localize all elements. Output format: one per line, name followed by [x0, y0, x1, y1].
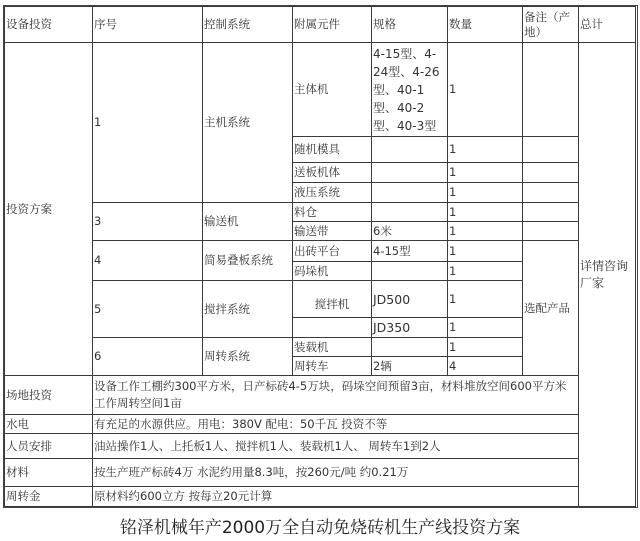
water-power-value: 有充足的水源供应。用电：380V 配电：50千瓦 投资不等 [92, 414, 579, 434]
qty-mixer-jd500: 1 [447, 280, 523, 318]
header-serial-no: 序号 [92, 6, 203, 43]
group-5-system: 搅拌系统 [202, 280, 293, 338]
spec-mixer-jd500: JD500 [371, 280, 448, 318]
remark-optional-products: 选配产品 [522, 240, 579, 376]
header-remark: 备注（产地） [522, 6, 579, 43]
part-mixer-2 [292, 317, 372, 338]
qty-loader: 1 [447, 337, 523, 357]
qty-pallet-feeder: 1 [447, 162, 523, 183]
part-stacker: 码垛机 [292, 261, 372, 281]
spec-conveyor-belt: 6米 [371, 221, 448, 241]
spec-stacker [371, 261, 448, 281]
materials-value: 按生产班产标砖4万 水泥约用量8.3吨，按260元/吨 约0.21万 [92, 458, 579, 487]
group-5-no: 5 [92, 280, 203, 338]
part-mixer: 搅拌机 [292, 280, 372, 318]
spec-brick-platform: 4-15型 [371, 240, 448, 262]
spec-loader [371, 337, 448, 357]
part-pallet-feeder: 送板机体 [292, 162, 372, 183]
part-hopper: 料仓 [292, 202, 372, 222]
remark-random-mold [522, 136, 579, 163]
spec-transfer-cart: 2辆 [371, 356, 448, 376]
investment-plan-label: 投资方案 [4, 42, 93, 376]
spec-main-machine: 4-15型、4-24型、4-26型、40-1型、40-2型、40-3型 [371, 42, 448, 137]
group-6-system: 周转系统 [202, 337, 293, 376]
group-6-no: 6 [92, 337, 203, 376]
spec-random-mold [371, 136, 448, 163]
remark-hopper [522, 202, 579, 222]
group-4-system: 简易叠板系统 [202, 240, 293, 281]
header-spec: 规格 [371, 6, 448, 43]
remark-pallet-feeder [522, 162, 579, 183]
group-1-system: 主机系统 [202, 42, 293, 203]
materials-label: 材料 [4, 458, 93, 487]
qty-mixer-jd350: 1 [447, 317, 523, 338]
group-1-no: 1 [92, 42, 203, 203]
remark-main-machine [522, 42, 579, 137]
group-4-no: 4 [92, 240, 203, 281]
spec-hopper [371, 202, 448, 222]
spec-pallet-feeder [371, 162, 448, 183]
group-3-system: 输送机 [202, 202, 293, 241]
remark-hydraulic-system [522, 182, 579, 203]
site-investment-value: 设备工作工棚约300平方米，日产标砖4-5万块，码垛空间预留3亩，材料堆放空间600平方米工作周转空间1亩 [92, 375, 579, 415]
document-caption: 铭泽机械年产2000万全自动免烧砖机生产线投资方案 [119, 518, 521, 538]
qty-hydraulic-system: 1 [447, 182, 523, 203]
staffing-value: 油站操作1人、上托板1人、搅拌机1人、装载机1人、 周转车1到2人 [92, 433, 579, 459]
part-conveyor-belt: 输送带 [292, 221, 372, 241]
qty-random-mold: 1 [447, 136, 523, 163]
part-transfer-cart: 周转车 [292, 356, 372, 376]
remark-conveyor-belt [522, 221, 579, 241]
part-loader: 装载机 [292, 337, 372, 357]
part-main-machine: 主体机 [292, 42, 372, 137]
group-3-no: 3 [92, 202, 203, 241]
qty-brick-platform: 1 [447, 240, 523, 262]
spec-hydraulic-system [371, 182, 448, 203]
site-investment-label: 场地投资 [4, 375, 93, 415]
header-quantity: 数量 [447, 6, 523, 43]
qty-conveyor-belt: 1 [447, 221, 523, 241]
staffing-label: 人员安排 [4, 433, 93, 459]
total-consult-manufacturer: 详情咨询厂家 [578, 42, 636, 507]
spec-mixer-jd350: JD350 [371, 317, 448, 338]
header-equipment-investment: 设备投资 [4, 6, 93, 43]
working-capital-value: 原材料约600立方 按每立20元计算 [92, 486, 579, 507]
header-control-system: 控制系统 [202, 6, 293, 43]
part-brick-platform: 出砖平台 [292, 240, 372, 262]
header-accessory: 附属元件 [292, 6, 372, 43]
water-power-label: 水电 [4, 414, 93, 434]
working-capital-label: 周转金 [4, 486, 93, 507]
qty-main-machine: 1 [447, 42, 523, 137]
qty-hopper: 1 [447, 202, 523, 222]
qty-stacker: 1 [447, 261, 523, 281]
qty-transfer-cart: 4 [447, 356, 523, 376]
part-random-mold: 随机模具 [292, 136, 372, 163]
header-total: 总计 [578, 6, 636, 43]
part-hydraulic-system: 液压系统 [292, 182, 372, 203]
